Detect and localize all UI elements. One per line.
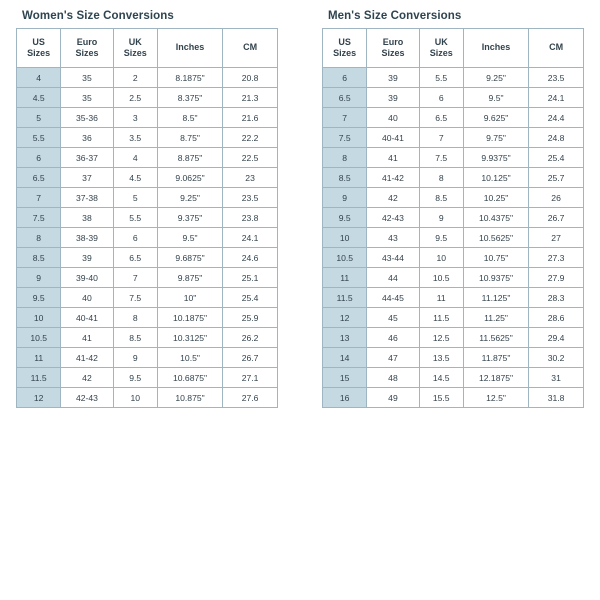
cell-euro: 48 xyxy=(367,368,419,388)
table-row xyxy=(17,68,278,88)
cell-cm: 23.8 xyxy=(223,208,278,228)
cell-us: 14 xyxy=(323,348,367,368)
cell-uk: 6.5 xyxy=(419,108,463,128)
cell-cm: 26.7 xyxy=(223,348,278,368)
cell-euro: 47 xyxy=(367,348,419,368)
cell-uk: 11.5 xyxy=(419,308,463,328)
cell-cm: 23.5 xyxy=(223,188,278,208)
table-header-mens xyxy=(323,29,584,68)
cell-inches: 12.1875" xyxy=(463,368,528,388)
cell-euro: 42 xyxy=(367,188,419,208)
cell-cm: 26.7 xyxy=(529,208,584,228)
cell-uk: 3 xyxy=(113,108,157,128)
column-header-cm: CM xyxy=(529,29,584,68)
cell-cm: 27.6 xyxy=(223,388,278,408)
cell-inches: 9.875" xyxy=(157,268,222,288)
cell-us: 8 xyxy=(17,228,61,248)
cell-uk: 9.5 xyxy=(113,368,157,388)
column-header-inches: Inches xyxy=(157,29,222,68)
column-header-us: US Sizes xyxy=(323,29,367,68)
cell-inches: 10.1875" xyxy=(157,308,222,328)
cell-inches: 9.5" xyxy=(157,228,222,248)
table-row xyxy=(17,248,278,268)
cell-uk: 8 xyxy=(419,168,463,188)
cell-uk: 7.5 xyxy=(419,148,463,168)
cell-uk: 6.5 xyxy=(113,248,157,268)
table-row xyxy=(17,368,278,388)
cell-uk: 13.5 xyxy=(419,348,463,368)
cell-inches: 8.75" xyxy=(157,128,222,148)
cell-euro: 35 xyxy=(61,88,113,108)
table-row xyxy=(17,288,278,308)
cell-euro: 44 xyxy=(367,268,419,288)
cell-uk: 6 xyxy=(419,88,463,108)
cell-inches: 10.5625" xyxy=(463,228,528,248)
mens-size-table xyxy=(322,28,584,408)
cell-inches: 10.6875" xyxy=(157,368,222,388)
table-row xyxy=(323,368,584,388)
cell-euro: 38 xyxy=(61,208,113,228)
column-header-uk: UK Sizes xyxy=(419,29,463,68)
table-row xyxy=(17,308,278,328)
cell-us: 9.5 xyxy=(323,208,367,228)
cell-cm: 28.6 xyxy=(529,308,584,328)
cell-euro: 37 xyxy=(61,168,113,188)
cell-uk: 7.5 xyxy=(113,288,157,308)
cell-us: 10 xyxy=(17,308,61,328)
cell-euro: 35 xyxy=(61,68,113,88)
cell-euro: 41-42 xyxy=(61,348,113,368)
table-row xyxy=(323,308,584,328)
cell-inches: 10.75" xyxy=(463,248,528,268)
cell-cm: 24.8 xyxy=(529,128,584,148)
cell-uk: 5.5 xyxy=(113,208,157,228)
column-header-euro: Euro Sizes xyxy=(367,29,419,68)
cell-euro: 41-42 xyxy=(367,168,419,188)
cell-inches: 10.25" xyxy=(463,188,528,208)
cell-us: 11 xyxy=(17,348,61,368)
cell-inches: 10.4375" xyxy=(463,208,528,228)
cell-cm: 21.3 xyxy=(223,88,278,108)
cell-uk: 5.5 xyxy=(419,68,463,88)
table-row xyxy=(323,388,584,408)
cell-us: 11.5 xyxy=(323,288,367,308)
cell-us: 11 xyxy=(323,268,367,288)
cell-inches: 8.375" xyxy=(157,88,222,108)
mens-size-panel xyxy=(314,10,592,592)
cell-uk: 6 xyxy=(113,228,157,248)
cell-euro: 42-43 xyxy=(367,208,419,228)
cell-cm: 27.3 xyxy=(529,248,584,268)
cell-inches: 8.1875" xyxy=(157,68,222,88)
cell-inches: 9.6875" xyxy=(157,248,222,268)
womens-size-panel xyxy=(8,10,286,592)
cell-cm: 31 xyxy=(529,368,584,388)
cell-euro: 43 xyxy=(367,228,419,248)
table-row xyxy=(323,348,584,368)
column-header-euro: Euro Sizes xyxy=(61,29,113,68)
cell-uk: 4 xyxy=(113,148,157,168)
cell-cm: 24.1 xyxy=(529,88,584,108)
cell-uk: 10 xyxy=(113,388,157,408)
cell-cm: 24.6 xyxy=(223,248,278,268)
cell-inches: 10.125" xyxy=(463,168,528,188)
cell-euro: 39 xyxy=(367,68,419,88)
cell-cm: 26 xyxy=(529,188,584,208)
cell-inches: 10.9375" xyxy=(463,268,528,288)
table-row xyxy=(323,208,584,228)
cell-euro: 44-45 xyxy=(367,288,419,308)
cell-inches: 9.9375" xyxy=(463,148,528,168)
cell-cm: 29.4 xyxy=(529,328,584,348)
cell-us: 8 xyxy=(323,148,367,168)
cell-cm: 26.2 xyxy=(223,328,278,348)
cell-inches: 9.25" xyxy=(463,68,528,88)
cell-us: 12 xyxy=(17,388,61,408)
table-body-mens xyxy=(323,68,584,408)
cell-cm: 25.7 xyxy=(529,168,584,188)
cell-uk: 9.5 xyxy=(419,228,463,248)
cell-uk: 12.5 xyxy=(419,328,463,348)
cell-inches: 9.5" xyxy=(463,88,528,108)
table-row xyxy=(323,268,584,288)
cell-cm: 30.2 xyxy=(529,348,584,368)
table-row xyxy=(323,128,584,148)
cell-uk: 8 xyxy=(113,308,157,328)
cell-euro: 41 xyxy=(61,328,113,348)
table-row xyxy=(323,188,584,208)
table-row xyxy=(323,88,584,108)
cell-cm: 22.5 xyxy=(223,148,278,168)
table-row xyxy=(323,248,584,268)
table-row xyxy=(17,328,278,348)
cell-cm: 22.2 xyxy=(223,128,278,148)
cell-us: 9.5 xyxy=(17,288,61,308)
table-row xyxy=(323,228,584,248)
table-row xyxy=(17,128,278,148)
cell-euro: 40 xyxy=(61,288,113,308)
cell-uk: 7 xyxy=(113,268,157,288)
table-row xyxy=(323,108,584,128)
cell-inches: 9.0625" xyxy=(157,168,222,188)
cell-cm: 31.8 xyxy=(529,388,584,408)
cell-us: 7 xyxy=(17,188,61,208)
cell-us: 16 xyxy=(323,388,367,408)
cell-euro: 42-43 xyxy=(61,388,113,408)
table-row xyxy=(17,148,278,168)
cell-euro: 42 xyxy=(61,368,113,388)
cell-uk: 14.5 xyxy=(419,368,463,388)
cell-cm: 27.1 xyxy=(223,368,278,388)
cell-us: 5.5 xyxy=(17,128,61,148)
cell-euro: 40-41 xyxy=(367,128,419,148)
cell-euro: 36-37 xyxy=(61,148,113,168)
cell-uk: 4.5 xyxy=(113,168,157,188)
cell-uk: 10.5 xyxy=(419,268,463,288)
table-row xyxy=(17,188,278,208)
column-header-uk: UK Sizes xyxy=(113,29,157,68)
cell-euro: 49 xyxy=(367,388,419,408)
cell-us: 10.5 xyxy=(323,248,367,268)
cell-us: 13 xyxy=(323,328,367,348)
cell-us: 6 xyxy=(17,148,61,168)
cell-euro: 41 xyxy=(367,148,419,168)
table-row xyxy=(323,68,584,88)
cell-us: 6.5 xyxy=(17,168,61,188)
cell-cm: 23 xyxy=(223,168,278,188)
cell-cm: 25.4 xyxy=(529,148,584,168)
cell-uk: 2 xyxy=(113,68,157,88)
womens-size-table xyxy=(16,28,278,408)
cell-cm: 27 xyxy=(529,228,584,248)
cell-us: 8.5 xyxy=(17,248,61,268)
cell-euro: 36 xyxy=(61,128,113,148)
cell-uk: 2.5 xyxy=(113,88,157,108)
cell-us: 9 xyxy=(17,268,61,288)
cell-uk: 5 xyxy=(113,188,157,208)
cell-inches: 9.25" xyxy=(157,188,222,208)
cell-us: 15 xyxy=(323,368,367,388)
cell-us: 10.5 xyxy=(17,328,61,348)
cell-us: 10 xyxy=(323,228,367,248)
cell-cm: 24.1 xyxy=(223,228,278,248)
cell-cm: 21.6 xyxy=(223,108,278,128)
cell-inches: 12.5" xyxy=(463,388,528,408)
cell-inches: 9.375" xyxy=(157,208,222,228)
cell-uk: 15.5 xyxy=(419,388,463,408)
cell-cm: 27.9 xyxy=(529,268,584,288)
table-row xyxy=(17,388,278,408)
table-header-womens xyxy=(17,29,278,68)
cell-euro: 40 xyxy=(367,108,419,128)
cell-euro: 38-39 xyxy=(61,228,113,248)
cell-inches: 11.25" xyxy=(463,308,528,328)
column-header-inches: Inches xyxy=(463,29,528,68)
table-row xyxy=(323,168,584,188)
table-row xyxy=(17,168,278,188)
cell-us: 11.5 xyxy=(17,368,61,388)
cell-us: 7.5 xyxy=(17,208,61,228)
cell-inches: 9.625" xyxy=(463,108,528,128)
table-row xyxy=(323,148,584,168)
table-row xyxy=(323,328,584,348)
table-row xyxy=(17,348,278,368)
table-row xyxy=(17,108,278,128)
cell-us: 12 xyxy=(323,308,367,328)
table-body-womens xyxy=(17,68,278,408)
cell-us: 4.5 xyxy=(17,88,61,108)
cell-euro: 39-40 xyxy=(61,268,113,288)
cell-euro: 35-36 xyxy=(61,108,113,128)
table-row xyxy=(17,228,278,248)
page-title-womens: Women's Size Conversions xyxy=(22,10,174,22)
cell-inches: 10.3125" xyxy=(157,328,222,348)
cell-cm: 25.9 xyxy=(223,308,278,328)
cell-uk: 11 xyxy=(419,288,463,308)
cell-euro: 37-38 xyxy=(61,188,113,208)
cell-uk: 10 xyxy=(419,248,463,268)
cell-inches: 8.5" xyxy=(157,108,222,128)
table-row xyxy=(323,288,584,308)
cell-us: 9 xyxy=(323,188,367,208)
cell-cm: 25.1 xyxy=(223,268,278,288)
cell-us: 4 xyxy=(17,68,61,88)
cell-euro: 40-41 xyxy=(61,308,113,328)
page-title-mens: Men's Size Conversions xyxy=(328,10,462,22)
table-row xyxy=(17,268,278,288)
column-header-us: US Sizes xyxy=(17,29,61,68)
cell-inches: 9.75" xyxy=(463,128,528,148)
cell-us: 7 xyxy=(323,108,367,128)
cell-cm: 25.4 xyxy=(223,288,278,308)
cell-inches: 11.5625" xyxy=(463,328,528,348)
cell-us: 6.5 xyxy=(323,88,367,108)
cell-inches: 10.5" xyxy=(157,348,222,368)
cell-euro: 45 xyxy=(367,308,419,328)
cell-uk: 8.5 xyxy=(113,328,157,348)
cell-uk: 8.5 xyxy=(419,188,463,208)
cell-us: 8.5 xyxy=(323,168,367,188)
table-row xyxy=(17,208,278,228)
cell-cm: 23.5 xyxy=(529,68,584,88)
cell-uk: 9 xyxy=(113,348,157,368)
cell-uk: 3.5 xyxy=(113,128,157,148)
cell-inches: 10" xyxy=(157,288,222,308)
table-header-row xyxy=(17,29,278,68)
column-header-cm: CM xyxy=(223,29,278,68)
cell-cm: 20.8 xyxy=(223,68,278,88)
cell-inches: 11.875" xyxy=(463,348,528,368)
table-header-row xyxy=(323,29,584,68)
cell-cm: 24.4 xyxy=(529,108,584,128)
cell-inches: 11.125" xyxy=(463,288,528,308)
cell-euro: 39 xyxy=(61,248,113,268)
cell-euro: 43-44 xyxy=(367,248,419,268)
cell-cm: 28.3 xyxy=(529,288,584,308)
cell-uk: 7 xyxy=(419,128,463,148)
table-row xyxy=(17,88,278,108)
cell-us: 6 xyxy=(323,68,367,88)
cell-euro: 39 xyxy=(367,88,419,108)
cell-us: 5 xyxy=(17,108,61,128)
cell-inches: 8.875" xyxy=(157,148,222,168)
cell-euro: 46 xyxy=(367,328,419,348)
cell-us: 7.5 xyxy=(323,128,367,148)
cell-inches: 10.875" xyxy=(157,388,222,408)
cell-uk: 9 xyxy=(419,208,463,228)
